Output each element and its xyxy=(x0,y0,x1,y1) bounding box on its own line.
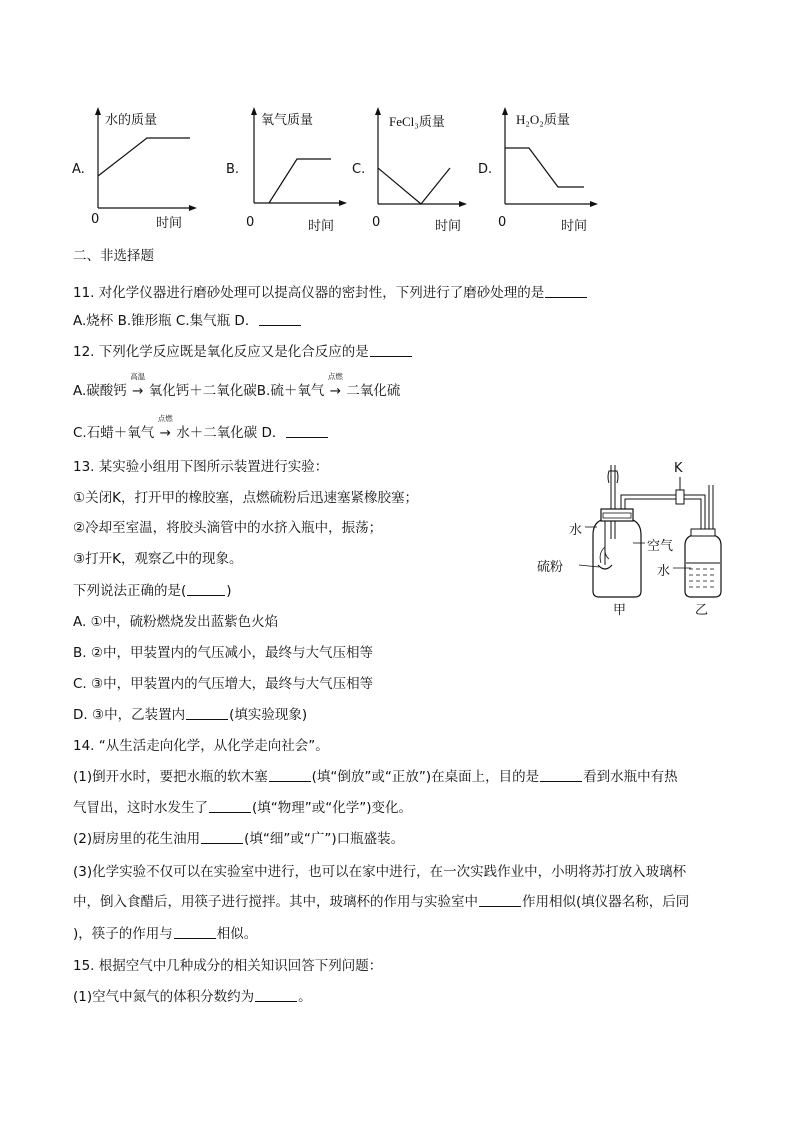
x-axis-label: 时间 xyxy=(561,219,588,234)
q14-p1e: (填“物理”或“化学”)变化。 xyxy=(252,800,413,816)
q15-p1a: (1)空气中氮气的体积分数约为 xyxy=(73,989,255,1005)
q12-option-a-product: 氧化钙＋二氧化碳 xyxy=(148,383,257,399)
q13-step1: ①关闭K，打开甲的橡胶塞，点燃硫粉后迅速塞紧橡胶塞； xyxy=(73,490,418,506)
answer-blank xyxy=(545,284,587,298)
q14-p3e: 相似。 xyxy=(216,926,258,942)
q12-stem xyxy=(73,343,413,361)
q11-stem xyxy=(73,284,588,302)
option-label: B. xyxy=(226,162,240,177)
q14-p1a: (1)倒开水时，要把水瓶的软木塞 xyxy=(73,769,268,785)
origin-label: 0 xyxy=(498,215,507,230)
q13-option-b: B. ②中，甲装置内的气压减小，最终与大气压相等 xyxy=(73,645,373,661)
graph-d-plot xyxy=(476,104,606,214)
q13-ask xyxy=(73,582,232,600)
q14-part3-line2 xyxy=(73,893,689,911)
q13-option-d xyxy=(73,706,307,724)
q13-step2: ②冷却至室温，将胶头滴管中的水挤入瓶中，振荡； xyxy=(73,520,383,536)
answer-blank xyxy=(259,312,301,326)
graph-d xyxy=(476,104,606,232)
q14-title: 14. “从生活走向化学，从化学走向社会”。 xyxy=(73,738,329,754)
y-axis-label: H₂O₂质量 xyxy=(516,112,570,127)
q13-option-c: C. ③中，甲装置内的气压增大，最终与大气压相等 xyxy=(73,676,374,692)
q12-option-a-reactant: A.碳酸钙 xyxy=(73,383,127,399)
answer-blank xyxy=(540,768,582,782)
graph-c-plot xyxy=(350,104,475,214)
label-yi: 乙 xyxy=(695,603,709,618)
graph-b xyxy=(224,104,354,232)
q11-stem-text: 11. 对化学仪器进行磨砂处理可以提高仪器的密封性，下列进行了磨砂处理的是 xyxy=(73,285,545,301)
q14-p1c: 看到水瓶中有热 xyxy=(583,769,678,785)
x-axis-label: 时间 xyxy=(308,219,335,234)
q15-title: 15. 根据空气中几种成分的相关知识回答下列问题： xyxy=(73,958,383,974)
option-label: D. xyxy=(478,162,493,177)
graph-b-plot xyxy=(224,104,354,214)
answer-blank xyxy=(479,893,521,907)
graph-c xyxy=(350,104,475,232)
q11-options-text: A.烧杯 B.锥形瓶 C.集气瓶 D． xyxy=(73,313,259,329)
q12-option-b-reactant: B.硫＋氧气 xyxy=(256,383,325,399)
reaction-arrow: 高温 → xyxy=(127,382,149,400)
reaction-arrow: 点燃 → xyxy=(154,424,176,442)
option-label: A. xyxy=(72,162,85,177)
reaction-condition: 高温 xyxy=(130,372,146,381)
label-sulfur: 硫粉 xyxy=(537,560,564,575)
answer-blank xyxy=(269,768,311,782)
q14-part1-line1 xyxy=(73,768,678,786)
apparatus-diagram xyxy=(535,455,735,620)
answer-blank xyxy=(187,582,225,596)
x-axis-label: 时间 xyxy=(156,216,183,231)
q14-part3-line1: (3)化学实验不仅可以在实验室中进行，也可以在家中进行，在一次实践作业中，小明将苏打放入玻璃杯 xyxy=(73,864,687,880)
answer-blank xyxy=(209,799,251,813)
label-water-left: 水 xyxy=(569,523,583,538)
y-axis-label: 氧气质量 xyxy=(261,113,314,128)
reaction-condition: 点燃 xyxy=(327,372,343,381)
option-label: C. xyxy=(352,162,366,177)
answer-blank xyxy=(370,343,412,357)
q15-part1 xyxy=(73,988,312,1006)
y-axis-label: FeCl₃质量 xyxy=(389,114,445,129)
q14-p2b: (填“细”或“广”)口瓶盛装。 xyxy=(244,831,405,847)
reaction-arrow: 点燃 → xyxy=(324,382,346,400)
q14-p3c: 作用相似(填仪器名称，后同 xyxy=(522,894,690,910)
label-k: K xyxy=(674,461,683,476)
q14-part2 xyxy=(73,830,404,848)
origin-label: 0 xyxy=(246,215,255,230)
q12-option-c-reactant: C.石蜡＋氧气 xyxy=(73,425,155,441)
answer-blank xyxy=(201,830,243,844)
q12-options-ab xyxy=(73,372,401,400)
q13-stem: 13. 某实验小组用下图所示装置进行实验： xyxy=(73,459,329,475)
graph-a-plot xyxy=(70,104,200,214)
answer-blank xyxy=(174,925,216,939)
q12-option-b-product: 二氧化硫 xyxy=(346,383,401,399)
q14-p3b: 中，倒入食醋后，用筷子进行搅拌。其中，玻璃杯的作用与实验室中 xyxy=(73,894,478,910)
q13-ask-text: 下列说法正确的是( xyxy=(73,583,187,599)
origin-label: 0 xyxy=(91,212,100,227)
y-axis-label: 水的质量 xyxy=(105,113,158,128)
label-water-right: 水 xyxy=(657,564,671,579)
q13-option-a: A. ①中，硫粉燃烧发出蓝紫色火焰 xyxy=(73,614,279,630)
reaction-condition: 点燃 xyxy=(157,414,173,423)
q15-p1b: 。 xyxy=(298,989,312,1005)
q12-options-cd xyxy=(73,414,329,442)
label-jia: 甲 xyxy=(613,603,627,618)
answer-blank xyxy=(286,424,328,438)
answer-blank xyxy=(186,706,228,720)
q14-p2a: (2)厨房里的花生油用 xyxy=(73,831,201,847)
q13-option-d-end: (填实验现象) xyxy=(229,707,308,723)
q13-ask-end: ) xyxy=(226,583,232,599)
origin-label: 0 xyxy=(372,215,381,230)
x-axis-label: 时间 xyxy=(435,219,462,234)
q11-options xyxy=(73,312,302,330)
graph-a xyxy=(70,104,200,232)
q12-option-c-product: 水＋二氧化碳 D． xyxy=(176,425,286,441)
answer-blank xyxy=(255,988,297,1002)
label-air: 空气 xyxy=(647,539,674,554)
q13-step3: ③打开K，观察乙中的现象。 xyxy=(73,551,243,567)
q14-p1d: 气冒出，这时水发生了 xyxy=(73,800,208,816)
q14-p1b: (填“倒放”或“正放”)在桌面上，目的是 xyxy=(311,769,540,785)
q14-part1-line2 xyxy=(73,799,412,817)
q13-option-d-text: D. ③中，乙装置内 xyxy=(73,707,186,723)
apparatus-drawing xyxy=(535,455,735,620)
q12-stem-text: 12. 下列化学反应既是氧化反应又是化合反应的是 xyxy=(73,344,369,360)
q14-part3-line3 xyxy=(73,925,257,943)
q14-p3d: )，筷子的作用与 xyxy=(73,926,173,942)
section-title: 二、非选择题 xyxy=(73,248,154,264)
